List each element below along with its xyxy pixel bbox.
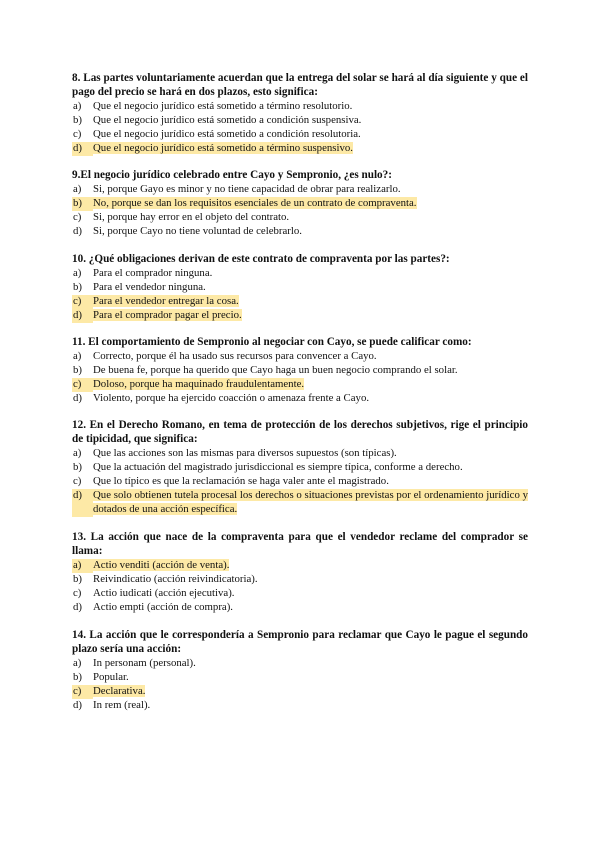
- question-10: [72, 252, 528, 323]
- option-d: d) In rem (real).: [73, 698, 151, 711]
- question-12: [72, 418, 528, 517]
- question-14: [72, 628, 528, 713]
- question-text: 11. El comportamiento de Sempronio al negociar con Cayo, se puede calificar como:: [72, 336, 472, 348]
- option-c-highlighted: c) Doloso, porque ha maquinado fraudulentamente.: [73, 377, 305, 390]
- option-a: a) Que el negocio jurídico está sometido a término resolutorio.: [73, 100, 353, 112]
- option-d: d) Violento, porque ha ejercido coacción o amenaza frente a Cayo.: [73, 391, 370, 404]
- option-b: b) Popular.: [73, 670, 129, 683]
- option-a: a) In personam (personal).: [73, 657, 196, 669]
- question-text: 8. Las partes voluntariamente acuerdan que la entrega del solar se hará al día siguiente y que el pago del precio se hará en dos plazos, esto significa:: [72, 72, 528, 98]
- question-text: 14. La acción que le correspondería a Sempronio para reclamar que Cayo le pague el segundo plazo sería una acción:: [72, 629, 528, 655]
- option-b: b) Para el vendedor ninguna.: [73, 280, 206, 293]
- option-b: b) De buena fe, porque ha querido que Cayo haga un buen negocio comprando el solar.: [73, 363, 458, 376]
- question-9: [72, 168, 528, 239]
- option-a: a) Si, porque Gayo es minor y no tiene capacidad de obrar para realizarlo.: [73, 183, 401, 195]
- option-c-highlighted: c) Para el vendedor entregar la cosa.: [73, 294, 239, 307]
- option-c: c) Actio iudicati (acción ejecutiva).: [73, 586, 235, 599]
- option-c: c) Que lo típico es que la reclamación se haga valer ante el magistrado.: [73, 474, 389, 487]
- question-11: [72, 335, 528, 406]
- option-d-highlighted: d) Que el negocio jurídico está sometido a término suspensivo.: [73, 141, 353, 154]
- option-c-highlighted: c) Declarativa.: [73, 684, 146, 697]
- option-a: a) Que las acciones son las mismas para diversos supuestos (son típicas).: [73, 447, 397, 459]
- option-a: a) Correcto, porque él ha usado sus recursos para convencer a Cayo.: [73, 350, 377, 362]
- option-d: d) Actio empti (acción de compra).: [73, 600, 234, 613]
- option-a: a) Para el comprador ninguna.: [73, 267, 213, 279]
- question-8: [72, 71, 528, 156]
- option-d-highlighted: d) Que solo obtienen tutela procesal los derechos o situaciones previstas por el ordenamiento jurídico y dotados de una acción específica.: [73, 488, 528, 515]
- option-d-highlighted: d) Para el comprador pagar el precio.: [73, 308, 242, 321]
- option-b-highlighted: b) No, porque se dan los requisitos esenciales de un contrato de compraventa.: [73, 196, 417, 209]
- option-b: b) Que la actuación del magistrado jurisdiccional es siempre típica, conforme a derecho.: [73, 460, 463, 473]
- option-c: c) Que el negocio jurídico está sometido a condición resolutoria.: [73, 127, 361, 140]
- option-c: c) Si, porque hay error en el objeto del contrato.: [73, 210, 290, 223]
- question-text: 9.El negocio jurídico celebrado entre Cayo y Sempronio, ¿es nulo?:: [72, 169, 392, 181]
- question-13: [72, 530, 528, 615]
- option-b: b) Reivindicatio (acción reivindicatoria).: [73, 572, 258, 585]
- question-text: 13. La acción que nace de la compraventa para que el vendedor reclame del comprador se llama:: [72, 531, 528, 557]
- question-text: 12. En el Derecho Romano, en tema de protección de los derechos subjetivos, rige el principio de tipicidad, que significa:: [72, 419, 528, 445]
- option-a-highlighted: a) Actio venditi (acción de venta).: [73, 559, 230, 571]
- option-d: d) Si, porque Cayo no tiene voluntad de celebrarlo.: [73, 224, 302, 237]
- question-text: 10. ¿Qué obligaciones derivan de este contrato de compraventa por las partes?:: [72, 253, 450, 265]
- option-b: b) Que el negocio jurídico está sometido a condición suspensiva.: [73, 113, 362, 126]
